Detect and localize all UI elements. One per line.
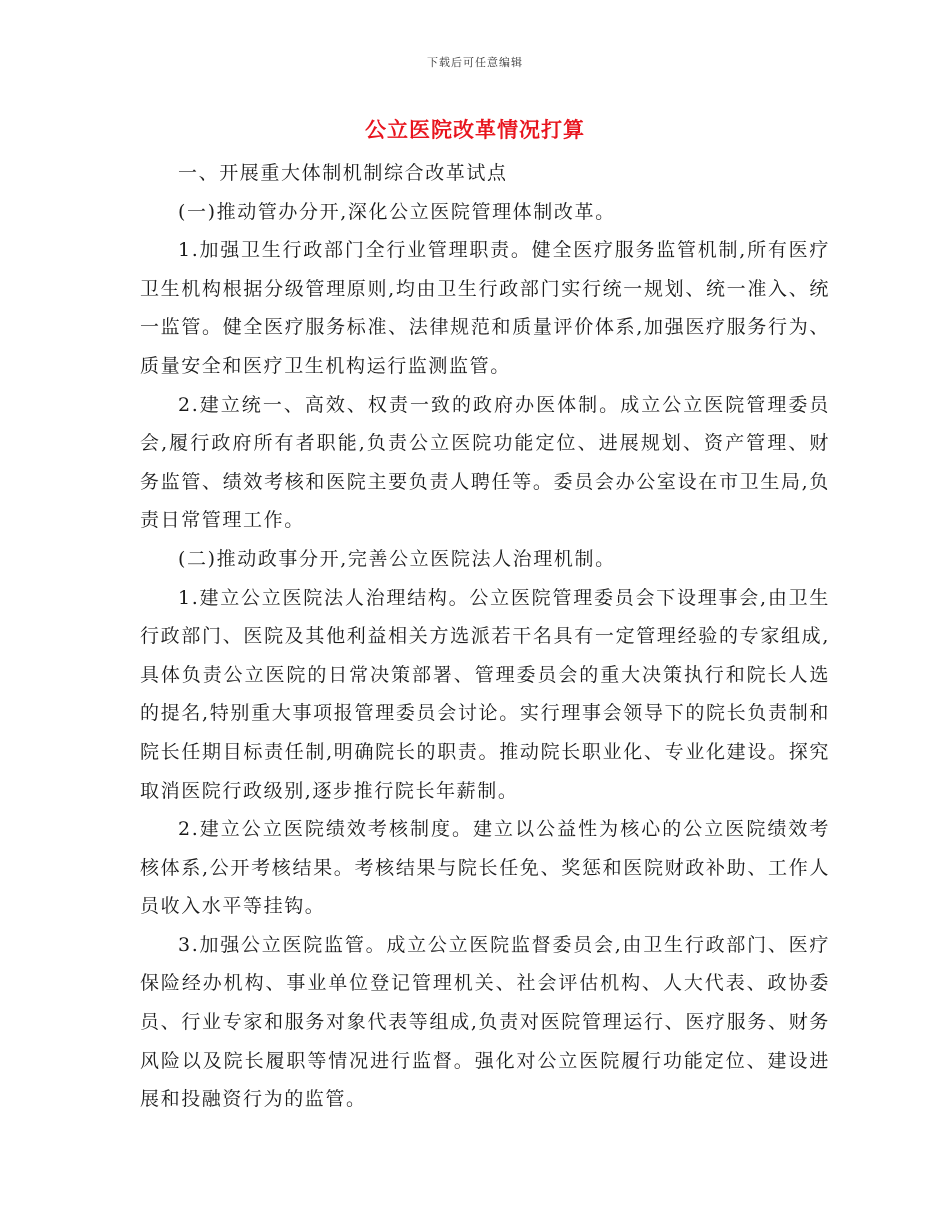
paragraph: 2.建立统一、高效、权责一致的政府办医体制。成立公立医院管理委员会,履行政府所有者职能,负责公立医院功能定位、进展规划、资产管理、财务监管、绩效考核和医院主要负责人聘任等。委员会办公室设在市卫生局,负责日常管理工作。 [140,393,830,532]
document-title: 公立医院改革情况打算 [365,117,585,142]
document-body [140,154,830,1119]
paragraph: 2.建立公立医院绩效考核制度。建立以公益性为核心的公立医院绩效考核体系,公开考核结果。考核结果与院长任免、奖惩和医院财政补助、工作人员收入水平等挂钩。 [140,818,830,918]
header-note: 下载后可任意编辑 [427,56,523,69]
paragraph: 1.加强卫生行政部门全行业管理职责。健全医疗服务监管机制,所有医疗卫生机构根据分级管理原则,均由卫生行政部门实行统一规划、统一准入、统一监管。健全医疗服务标准、法律规范和质量评价体系,加强医疗服务行为、质量安全和医疗卫生机构运行监测监管。 [140,239,830,377]
paragraph: 3.加强公立医院监管。成立公立医院监督委员会,由卫生行政部门、医疗保险经办机构、事业单位登记管理机关、社会评估机构、人大代表、政协委员、行业专家和服务对象代表等组成,负责对医院管理运行、医疗服务、财务风险以及院长履职等情况进行监督。强化对公立医院履行功能定位、建设进展和投融资行为的监管。 [140,933,830,1111]
subsection-heading-1: (一)推动管办分开,深化公立医院管理体制改革。 [178,200,616,223]
paragraph: 1.建立公立医院法人治理结构。公立医院管理委员会下设理事会,由卫生行政部门、医院及其他利益相关方选派若干名具有一定管理经验的专家组成,具体负责公立医院的日常决策部署、管理委员会的重大决策执行和院长人选的提名,特别重大事项报管理委员会讨论。实行理事会领导下的院长负责制和院长任期目标责任制,明确院长的职责。推动院长职业化、专业化建设。探究取消医院行政级别,逐步推行院长年薪制。 [140,586,830,802]
subsection-heading-2: (二)推动政事分开,完善公立医院法人治理机制。 [178,547,616,570]
section-heading-1: 一、开展重大体制机制综合改革试点 [178,162,508,184]
